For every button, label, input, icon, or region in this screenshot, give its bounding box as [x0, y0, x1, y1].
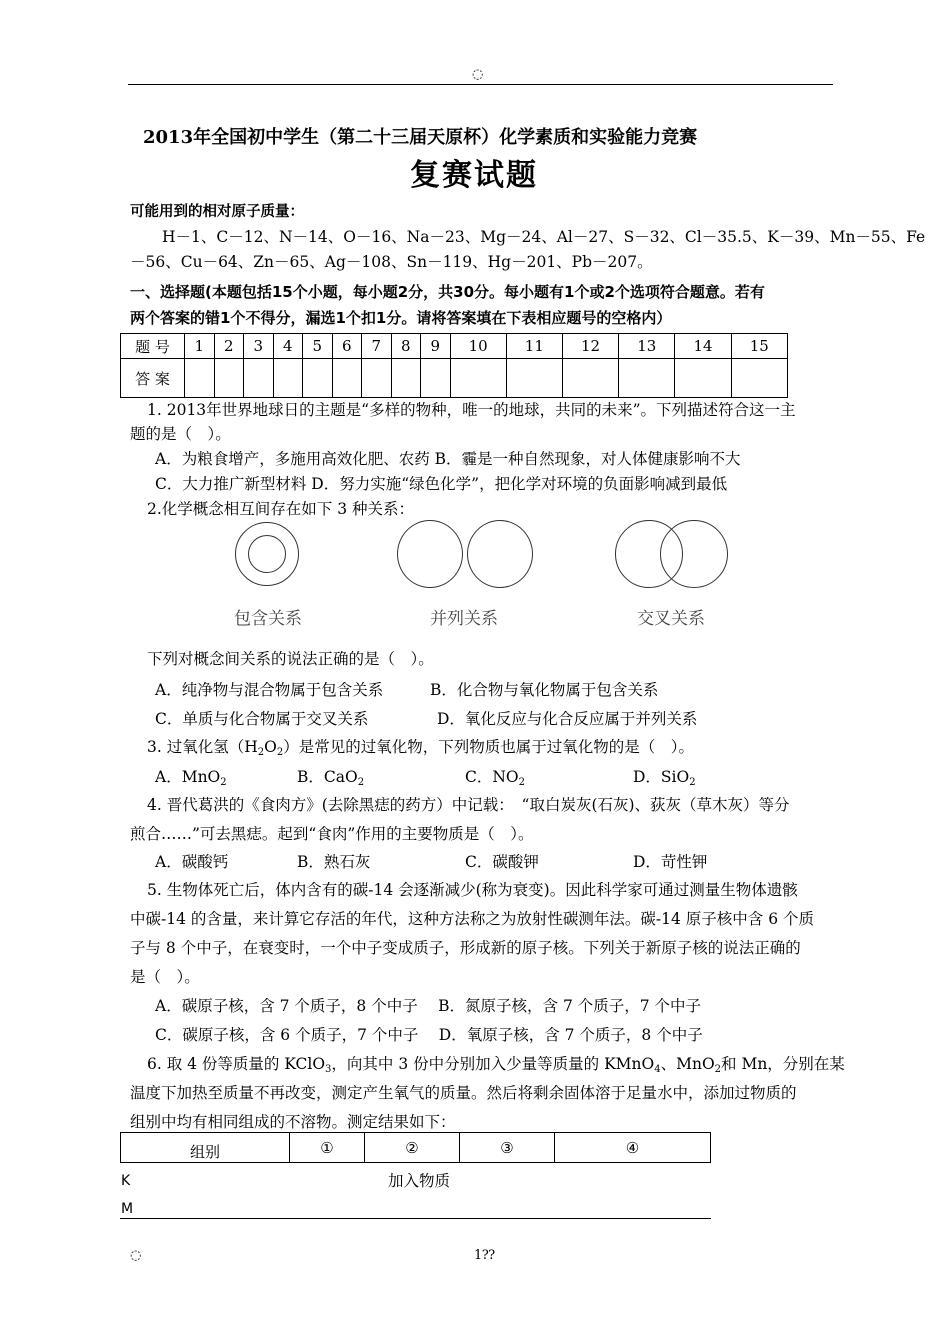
answer-cell-6[interactable] — [332, 359, 362, 398]
q4-line2: 煎合……”可去黑痣。起到“食肉”作用的主要物质是（ ）。 — [130, 825, 534, 843]
answer-table-number-4: 4 — [273, 334, 303, 359]
header-mark: ◌ — [472, 67, 484, 82]
answer-cell-9[interactable] — [421, 359, 451, 398]
answer-table-number-8: 8 — [391, 334, 421, 359]
added-substance-label: 加入物质 — [388, 1172, 451, 1190]
q6-line3: 组别中均有相同组成的不溶物。测定结果如下： — [130, 1113, 456, 1131]
q2-line2: 下列对概念间关系的说法正确的是（ ）。 — [147, 650, 434, 668]
q4-option-d: D．苛性钾 — [633, 853, 708, 871]
answer-cell-13[interactable] — [619, 359, 675, 398]
answer-table-number-14: 14 — [675, 334, 731, 359]
q5-line4: 是（ ）。 — [130, 968, 200, 986]
answer-cell-5[interactable] — [303, 359, 333, 398]
stray-k: K — [121, 1173, 131, 1189]
answer-table-header-answer: 答 案 — [121, 359, 185, 398]
document-subtitle: 复赛试题 — [410, 158, 538, 193]
q5-line3: 子与 8 个中子，在衰变时，一个中子变成质子，形成新的原子核。下列关于新原子核的说法正确的 — [130, 939, 801, 957]
label-parallel: 并列关系 — [430, 609, 498, 629]
answer-table-number-2: 2 — [214, 334, 244, 359]
answer-cell-8[interactable] — [391, 359, 421, 398]
q2-option-a: A．纯净物与混合物属于包含关系 — [155, 681, 384, 699]
q5-line2: 中碳-14 的含量，来计算它存活的年代，这种方法称之为放射性碳测年法。碳-14 原子核中含 6 个质 — [130, 910, 814, 928]
results-header-3: ③ — [460, 1133, 555, 1163]
q5-options-cd: C．碳原子核，含 6 个质子，7 个中子 D．氧原子核，含 7 个质子，8 个中子 — [155, 1026, 703, 1044]
answer-table-number-11: 11 — [506, 334, 562, 359]
answer-table-number-15: 15 — [731, 334, 787, 359]
section1-instructions-2: 两个答案的错1个不得分，漏选1个扣1分。请将答案填在下表相应题号的空格内） — [130, 309, 672, 327]
results-header-2: ② — [365, 1133, 460, 1163]
page-number: 1⁇ — [474, 1248, 495, 1263]
answer-cell-1[interactable] — [185, 359, 215, 398]
answer-cell-7[interactable] — [362, 359, 392, 398]
atomic-mass-line1: H－1、C－12、N－14、O－16、Na－23、Mg－24、Al－27、S－32、Cl－35.5、K－39、Mn－55、Fe — [162, 228, 926, 246]
answer-cell-10[interactable] — [450, 359, 506, 398]
answer-table-number-3: 3 — [244, 334, 274, 359]
q2-option-d: D．氧化反应与化合反应属于并列关系 — [437, 710, 698, 728]
q4-option-c: C．碳酸钾 — [465, 853, 539, 871]
q4-line1: 4. 晋代葛洪的《食肉方》(去除黑痣的药方）中记载： “取白炭灰(石灰)、荻灰（草木灰）等分 — [147, 796, 790, 814]
results-header-4: ④ — [555, 1133, 711, 1163]
label-inclusion: 包含关系 — [234, 609, 302, 629]
q4-option-a: A．碳酸钙 — [155, 853, 229, 871]
q3-line1: 3. 过氧化氢$(H_2O_2)$是常见的过氧化物，下列物质也属于过氧化物的是（ ）。 — [147, 738, 694, 758]
answer-table-number-12: 12 — [562, 334, 618, 359]
atomic-mass-label: 可能用到的相对原子质量： — [130, 204, 304, 220]
q2-option-b: B．化合物与氧化物属于包含关系 — [430, 681, 659, 699]
answer-table-number-1: 1 — [185, 334, 215, 359]
results-table — [120, 1132, 711, 1163]
answer-cell-3[interactable] — [244, 359, 274, 398]
q2-option-c: C．单质与化合物属于交叉关系 — [155, 710, 369, 728]
label-intersection: 交叉关系 — [637, 609, 705, 629]
q6-line1: 6. 取 4 份等质量的 KClO$_3$，向其中 3 份中分别加入少量等质量的 KMnO$_4$、MnO$_2$和 Mn，分别在某 — [147, 1055, 845, 1075]
answer-table-number-13: 13 — [619, 334, 675, 359]
q3-option-c: C．$NO_2$ — [465, 768, 526, 788]
stray-m: M — [121, 1201, 134, 1217]
q4-option-b: B．熟石灰 — [297, 853, 371, 871]
header-rule — [128, 84, 833, 85]
atomic-mass-line2: －56、Cu－64、Zn－65、Ag－108、Sn－119、Hg－201、Pb－207。 — [130, 253, 653, 271]
answer-table — [120, 333, 788, 398]
answer-table-header-number: 题 号 — [121, 334, 185, 359]
answer-cell-4[interactable] — [273, 359, 303, 398]
q5-options-ab: A．碳原子核，含 7 个质子，8 个中子 B．氮原子核，含 7 个质子，7 个中子 — [155, 997, 702, 1015]
answer-cell-11[interactable] — [506, 359, 562, 398]
q5-line1: 5. 生物体死亡后，体内含有的碳-14 会逐渐减少(称为衰变)。因此科学家可通过测量生物体遗骸 — [147, 881, 798, 899]
q3-option-b: B．CaO$_2$ — [297, 768, 365, 788]
q3-option-d: D．SiO$_2$ — [633, 768, 696, 788]
table-bottom-rule — [120, 1218, 711, 1219]
footer-mark: ◌ — [130, 1248, 142, 1263]
answer-table-number-5: 5 — [303, 334, 333, 359]
document-title: 2013年全国初中学生（第二十三届天原杯）化学素质和实验能力竞赛 — [143, 127, 698, 148]
answer-table-number-9: 9 — [421, 334, 451, 359]
q2-line1: 2.化学概念相互间存在如下 3 种关系： — [147, 500, 415, 518]
q1-options-ab: A．为粮食增产，多施用高效化肥、农药 B．霾是一种自然现象，对人体健康影响不大 — [155, 450, 741, 468]
section1-instructions-1: 一、选择题(本题包括15个小题，每小题2分，共30分。每小题有1个或2个选项符合题意。若有 — [130, 283, 765, 301]
answer-table-number-7: 7 — [362, 334, 392, 359]
answer-table-number-6: 6 — [332, 334, 362, 359]
q1-options-cd: C．大力推广新型材料 D．努力实施“绿色化学”，把化学对环境的负面影响减到最低 — [155, 475, 728, 493]
q3-option-a: A．MnO$_2$ — [155, 768, 227, 788]
answer-cell-12[interactable] — [562, 359, 618, 398]
results-header-group: 组别 — [121, 1133, 290, 1163]
q1-line2: 题的是（ ）。 — [130, 425, 231, 443]
results-header-1: ① — [290, 1133, 365, 1163]
answer-cell-2[interactable] — [214, 359, 244, 398]
answer-table-number-10: 10 — [450, 334, 506, 359]
answer-cell-15[interactable] — [731, 359, 787, 398]
answer-cell-14[interactable] — [675, 359, 731, 398]
q1-line1: 1. 2013年世界地球日的主题是“多样的物种，唯一的地球，共同的未来”。下列描述符合这一主 — [147, 401, 796, 419]
q6-line2: 温度下加热至质量不再改变，测定产生氧气的质量。然后将剩余固体溶于足量水中，添加过物质的 — [130, 1084, 797, 1102]
